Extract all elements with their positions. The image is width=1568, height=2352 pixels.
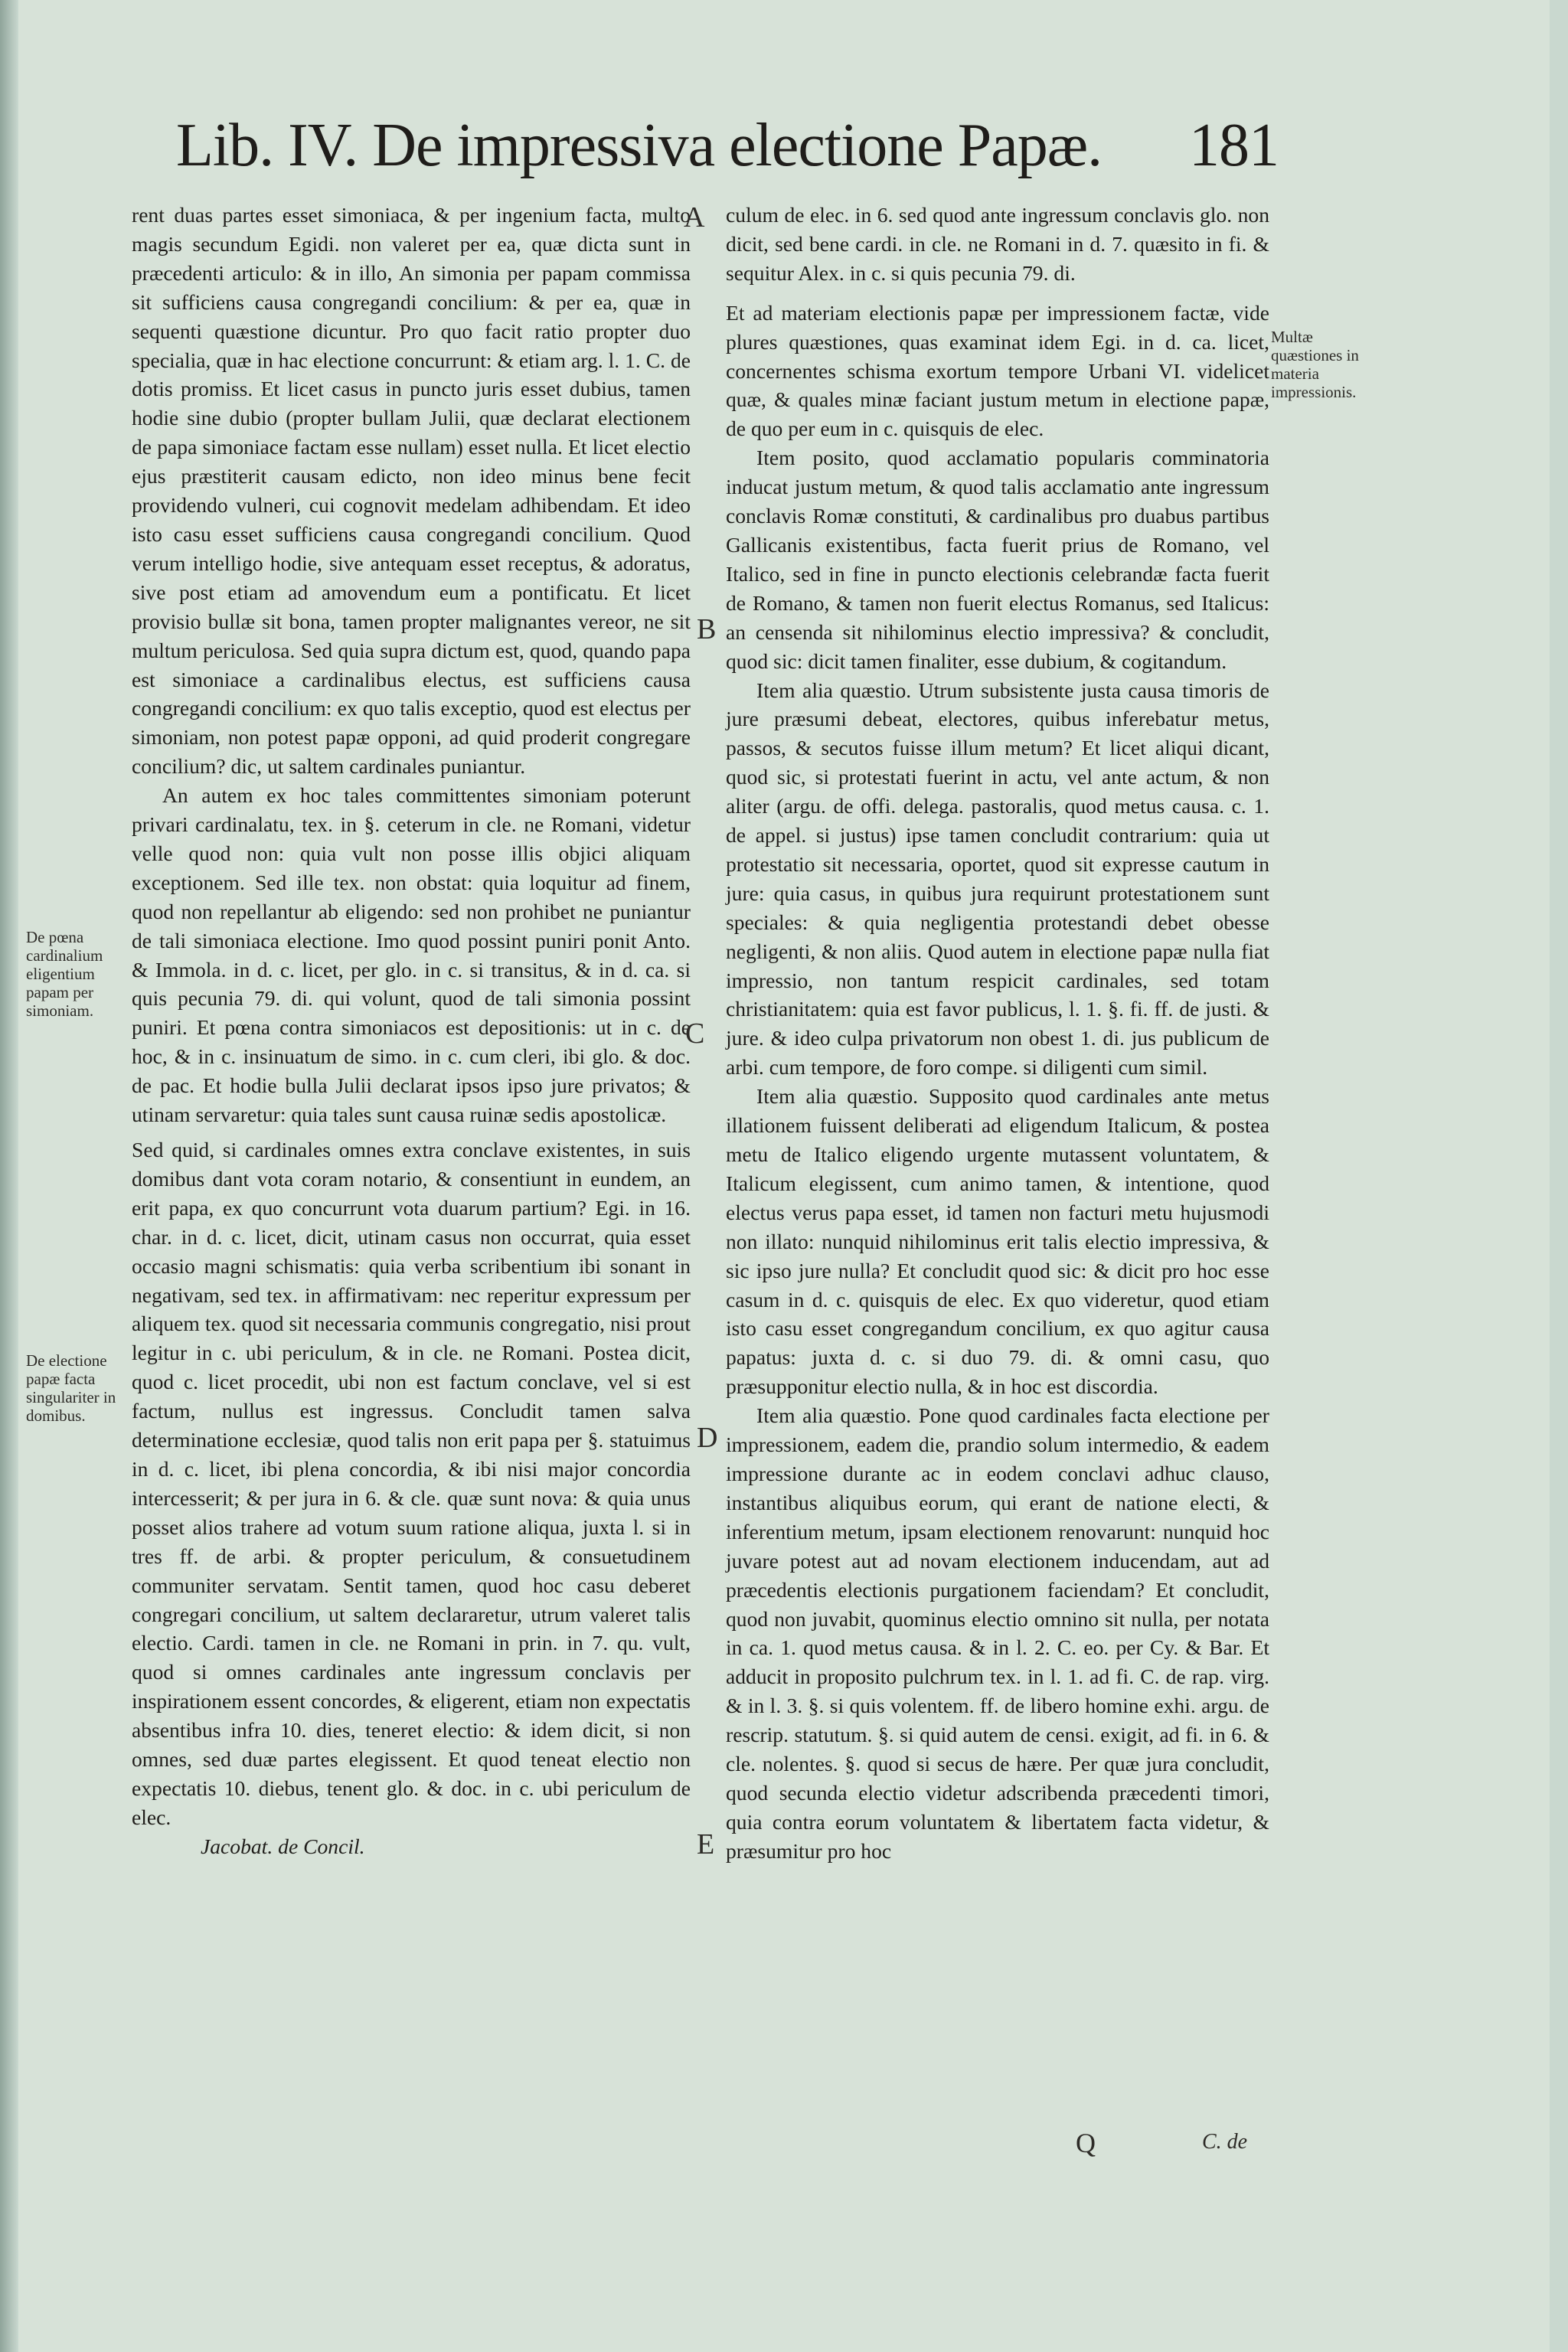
section-letter-b: B <box>697 613 717 645</box>
binding-gutter <box>0 0 18 2352</box>
running-header <box>176 112 1279 179</box>
page-number: 181 <box>1189 112 1279 179</box>
margin-note-electione: De electione papæ facta singulariter in domibus. <box>26 1351 116 1425</box>
right-paragraph-4: Item alia quæstio. Utrum subsistente justa causa timoris de jure præsumi debeat, electores, quibus inferebatur metus, passos, & secutos fuisse illum metum? Et licet aliqui dicant, quod sic, si protestati fuerint in actu, vel ante actum, & non aliter (argu. de offi. delega. pastoralis, quod metus causa. c. 1. de appel. si justus) ipse tamen concludit contrarium: quia ut protestatio sit necessaria, oportet, quod sit expresse cautum in jure: quia casus, in quibus jura requirunt protestationem sunt speciales: & quia negligentia protestandi debet obesse negligenti, & non aliis. Quod autem in electione papæ nulla fiat impressio, non tantum respicit cardinales, sed totam christianitatem: quia est favor publicus, l. 1. §. fi. ff. de justi. & jure. & ideo culpa privatorum non obest 1. di. jus publicum de arbi. cum tempore, de foro compe. si diligenti cum simil. <box>726 678 1269 1080</box>
margin-note-poena: De pœna cardinalium eligentium papam per simoniam. <box>26 928 103 1020</box>
left-paragraph-1: rent duas partes esset simoniaca, & per ingenium facta, multo magis secundum Egidi. non valeret per ea, quæ dicta sunt in præcedenti articulo: & in illo, An simonia per papam commissa sit sufficiens causa congregandi concilium: & per ea, quæ in sequenti quæstione dicuntur. Pro quo facit ratio propter duo specialia, quæ in hac electione concurrunt: & etiam arg. l. 1. C. de dotis promiss. Et licet casus in puncto juris esset dubius, tamen hodie sine dubio (propter bullam Julii, quæ declarat electionem de papa simoniace factam esse nullam) esset nulla. Et licet electio ejus præstiterit causam edicto, non ideo minus bene fecit providendo vulneri, cui cognovit medelam adhibendam. Et ideo isto casu esset sufficiens causa congregandi concilium. Quod verum intelligo hodie, sive antequam esset receptus, & adoratus, sive post etiam ad amovendum eum a pontificatu. Et licet provisio bullæ sit bona, tamen propter malignantes vereor, ne sit multum periculosa. Sed quia supra dictum est, quod, quando papa est simoniace a cardinalibus electus, est sufficiens causa congregandi concilium: ex quo talis exceptio, quod est electus per simoniam, non potest papæ opponi, ad quid proderit congregare concilium? dic, ut saltem cardinales puniantur. <box>132 203 691 779</box>
left-paragraph-2: An autem ex hoc tales committentes simoniam poterunt privari cardinalatu, tex. in §. ceterum in cle. ne Romani, videtur velle quod non: quia vult non posse illis objici aliquam exceptionem. Sed ille tex. non obstat: quia loquitur ad finem, quod non repellantur ab eligendo: sed non prohibet ne puniantur de tali simoniaca electione. Imo quod possint puniri ponit Anto. & Immola. in d. c. licet, per glo. in c. si transitus, & in d. ca. si quis pecunia 79. di. qui volunt, quod de tali simonia possint puniri. Et pœna contra simoniacos est depositionis: ut in c. de hoc, & in c. insinuatum de simo. in c. cum cleri, ibi glo. & doc. de pac. Et hodie bulla Julii declarat ipsos ipso jure privatos; & utinam servaretur: quia tales sunt causa ruinæ sedis apostolicæ. <box>132 783 691 1127</box>
left-trailer: Jacobat. de Concil. <box>201 1834 365 1858</box>
section-letter-e: E <box>697 1828 715 1860</box>
section-letter-c: C <box>685 1018 705 1050</box>
right-paragraph-3: Item posito, quod acclamatio popularis comminatoria inducat justum metum, & quod talis acclamatio ante ingressum conclavis Romæ constituti, & cardinalibus pro duabus partibus Gallicanis existentibus, facta fuerit prius de Romano, vel Italico, sed in fine in puncto electionis celebrandæ facta fuerit de Romano, & tamen non fuerit electus Romanus, sed Italicus: an censenda sit nihilominus electio impressiva? & concludit, quod sic: dicit tamen finaliter, esse dubium, & cogitandum. <box>726 446 1269 673</box>
margin-note-quaestiones: Multæ quæstiones in materia impressionis. <box>1271 328 1359 401</box>
left-paragraph-3: Sed quid, si cardinales omnes extra conclave existentes, in suis domibus dant vota coram notario, & consentiunt in eundem, an erit papa, ex quo concurrunt vota duarum partium? Egi. in 16. char. in d. c. licet, dicit, utinam casus non occurrat, quia esset occasio magni schismatis: quia verba scribentium ibi sonant in negativam, sed tex. in affirmativam: nec reperitur expressum per aliquem tex. quod sit necessaria communis congregatio, nisi prout legitur in c. ubi periculum, & in cle. ne Romani. Postea dicit, quod c. licet procedit, ubi non est factum conclave, vel si est factum, nullus est ingressus. Concludit tamen salva determinatione ecclesiæ, quod talis non erit papa per §. statuimus in d. c. licet, ibi plena concordia, & ibi nisi major concordia intercesserit; & per jura in 6. & cle. quæ sunt nova: & quia unus posset alios trahere ad votum suum ratione aliqua, juxta l. si in tres ff. de arbi. & propter periculum, & consuetudinem communiter servatam. Sentit tamen, quod hoc casu deberet congregari concilium, ut saltem declararetur, utrum valeret talis electio. Cardi. tamen in cle. ne Romani in prin. in 7. qu. vult, quod si omnes cardinales ante ingressum conclavis per inspirationem essent concordes, & eligerent, etiam non expectatis absentibus infra 10. dies, teneret electio: & idem dicit, si non omnes, sed duæ partes elegissent. Et quod teneat electio non expectatis 10. diebus, tenent glo. & doc. in c. ubi periculum de elec. <box>132 1138 691 1829</box>
signature-mark: Q <box>1076 2128 1096 2158</box>
section-letter-d: D <box>697 1422 718 1454</box>
page-title: Lib. IV. De impressiva electione Papæ. <box>176 112 1102 179</box>
right-text-column <box>726 201 1269 1866</box>
right-paragraph-1: culum de elec. in 6. sed quod ante ingressum conclavis glo. non dicit, sed bene cardi. in cle. ne Romani in d. 7. quæsito in fi. & sequitur Alex. in c. si quis pecunia 79. di. <box>726 203 1269 285</box>
right-paragraph-2: Et ad materiam electionis papæ per impressionem factæ, vide plures quæstiones, quas examinat idem Egi. in d. ca. licet, concernentes schisma exortum tempore Urbani VI. videlicet quæ, & quales minæ faciant justum metum in electione papæ, de quo per eum in c. quisquis de elec. <box>726 300 1269 441</box>
left-text-column <box>132 201 691 1861</box>
right-paragraph-6: Item alia quæstio. Pone quod cardinales facta electione per impressionem, eadem die, prandio solum intermedio, & eadem impressione durante ac in eodem conclavi adhuc clauso, instantibus aliquibus eorum, qui erant de natione electi, & inferentium metum, ipsam electionem renovarunt: nunquid hoc juvare potest aut ad novam electionem inducendam, aut ad præcedentis electionis purgationem faciendam? Et concludit, quod non juvabit, quominus electio omnino sit nulla, per notata in ca. 1. quod metus causa. & in l. 2. C. eo. per Cy. & Bar. Et adducit in proposito pulchrum tex. in l. 1. ad fi. C. de rap. virg. & in l. 3. §. si quis volentem. ff. de libero homine exhi. argu. de rescrip. statutum. §. si quid autem de censi. exigit, ad fi. in 6. & cle. nolentes. §. quod si secus de hære. Per quæ jura concludit, quod secunda electio videtur adscribenda præcedenti timori, quia contra eorum voluntatem & libertatem facta videtur, & præsumitur pro hoc <box>726 1403 1269 1863</box>
catchword: C. de <box>1202 2130 1248 2154</box>
section-letter-a: A <box>684 201 705 234</box>
right-paragraph-5: Item alia quæstio. Supposito quod cardinales ante metus illationem fuissent deliberati ad eligendum Italicum, & postea metu de Italico eligendo urgente mutassent voluntatem, & Italicum elegissent, cum animo tamen, & intentione, quod electus verus papa esset, id tamen non facturi metu hujusmodi non illato: nunquid nihilominus erit talis electio impressiva, & sic ipso jure nulla? Et concludit quod sic: & dicit pro hoc esse casum in d. c. quisquis de elec. Ex quo videretur, quod etiam isto casu esset congregandum concilium, ex quo agitur causa papatus: juxta d. c. si duo 79. di. & omni casu, quo præsupponitur electio nulla, & in hoc est discordia. <box>726 1084 1269 1399</box>
